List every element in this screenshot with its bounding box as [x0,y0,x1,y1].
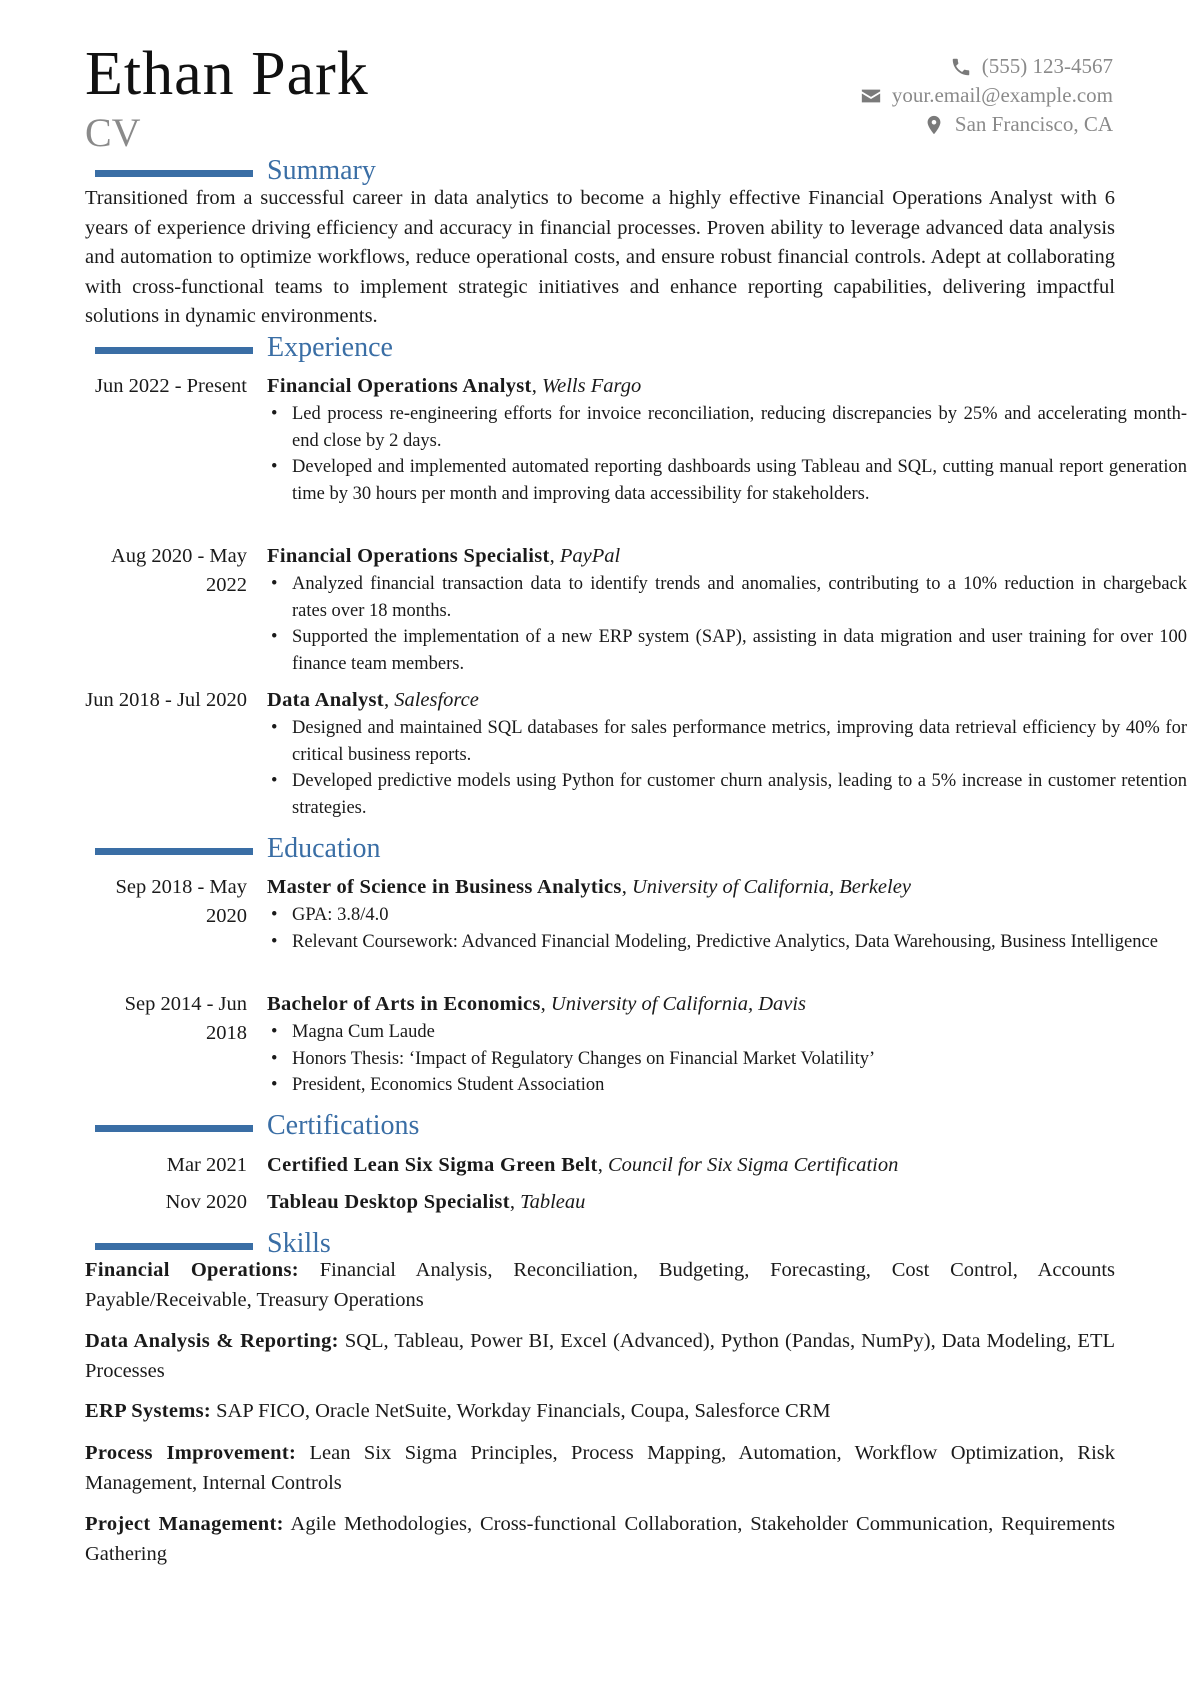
bullet-item: • Designed and maintained SQL databases for sales performance metrics, improving data retrieval efficiency by 40% for critical business reports. [267,715,1187,768]
entry-date: Sep 2014 - Jun 2018 [124,993,247,1044]
contact-phone [860,52,1113,81]
section-title: Summary [267,155,376,186]
entry-org: Tableau [520,1191,586,1213]
candidate-name: Ethan Park [85,40,369,108]
entry-title: Tableau Desktop Specialist [267,1191,510,1213]
bullet-item: • President, Economics Student Association [267,1072,1187,1099]
entry-title: Certified Lean Six Sigma Green Belt [267,1154,598,1176]
skill-value: Financial Analysis, Reconciliation, Budgeting, Forecasting, Cost Control, Accounts Payable/Receivable, Treasury Operations [85,1259,1115,1311]
skill-value: SQL, Tableau, Power BI, Excel (Advanced), Python (Pandas, NumPy), Data Modeling, ETL Processes [85,1330,1115,1382]
bullet-item: • Magna Cum Laude [267,1019,1187,1046]
entry-date: Nov 2020 [165,1191,247,1213]
skill-row [85,1397,1115,1427]
contact-location [860,110,1113,139]
bullet-item: • Analyzed financial transaction data to identify trends and anomalies, contributing to a 10% reduction in chargeback rates over 18 months. [267,571,1187,624]
skill-value: SAP FICO, Oracle NetSuite, Workday Financials, Coupa, Salesforce CRM [216,1400,831,1422]
entry-title: Bachelor of Arts in Economics [267,993,541,1015]
section-title: Experience [267,332,393,363]
bullet-item: • Honors Thesis: ‘Impact of Regulatory Changes on Financial Market Volatility’ [267,1046,1187,1073]
entry-title: Master of Science in Business Analytics [267,876,622,898]
entry-date: Mar 2021 [166,1154,247,1176]
bullet-item: • Supported the implementation of a new ERP system (SAP), assisting in data migration and user training for over 100 finance team members. [267,624,1187,677]
skill-value: Agile Methodologies, Cross-functional Collaboration, Stakeholder Communication, Requirements Gathering [85,1513,1115,1565]
section-title: Certifications [267,1110,420,1141]
document-subtitle: CV [85,110,141,155]
skill-label: Data Analysis & Reporting: [85,1330,339,1352]
section-title: Skills [267,1228,331,1259]
entry-org: Salesforce [394,689,479,711]
skill-row [85,1439,1115,1498]
skill-row [85,1256,1115,1315]
entry-org: Council for Six Sigma Certification [607,1154,899,1176]
entry-title: Data Analyst [267,689,384,711]
bullet-item: • GPA: 3.8/4.0 [267,902,1187,929]
bullet-list [267,902,1187,955]
section-rule [95,1243,253,1250]
bullet-list [267,715,1187,821]
skill-label: Project Management: [85,1513,284,1535]
entry-org: PayPal [559,545,621,567]
bullet-list [267,401,1187,507]
bullet-item: • Led process re-engineering efforts for invoice reconciliation, reducing discrepancies by 25% and accelerating month-end close by 2 days. [267,401,1187,454]
summary-text: Transitioned from a successful career in data analytics to become a highly effective Financial Operations Analyst with 6 years of experience driving efficiency and accuracy in financial processes. Proven ability to leverage advanced data analysis and automation to optimize workflows, reduce operational costs, and ensure robust financial controls. Adept at collaborating with cross-functional teams to implement strategic initiatives and enhance reporting capabilities, delivering impactful solutions in dynamic environments. [85,187,1115,327]
entry-org: University of California, Davis [550,993,807,1015]
bullet-list [267,1019,1187,1099]
entry-date: Jun 2018 - Jul 2020 [85,689,247,711]
entry-date: Jun 2022 - Present [94,375,247,397]
location-text: San Francisco, CA [954,112,1113,136]
skill-label: ERP Systems: [85,1400,212,1422]
section-rule [95,347,253,354]
section-title: Education [267,833,381,864]
entry-date: Sep 2018 - May 2020 [115,876,247,927]
skill-row [85,1510,1115,1569]
section-rule [95,848,253,855]
entry-title: Financial Operations Analyst [267,375,532,397]
skill-value: Lean Six Sigma Principles, Process Mapping, Automation, Workflow Optimization, Risk Management, Internal Controls [85,1442,1116,1494]
section-rule [95,170,253,177]
bullet-item: • Developed and implemented automated reporting dashboards using Tableau and SQL, cutting manual report generation time by 30 hours per month and improving data accessibility for stakeholders. [267,454,1187,507]
map-marker-icon [923,114,945,136]
phone-text: (555) 123-4567 [981,54,1113,78]
skill-label: Financial Operations: [85,1259,299,1281]
bullet-item: • Developed predictive models using Python for customer churn analysis, leading to a 5% increase in customer retention strategies. [267,768,1187,821]
cv-page: Ethan Park CV (555) 123-4567 your.email@example.com San Francisco, CA Summary Transitioned from a successful career in data analytics to become a highly effective Financial Operations Analyst with 6 years of experience driving efficiency and accuracy in financial processes. Proven ability to leverage advanced data analysis and automation to optimize workflows, reduce operational costs, and ensure robust financial controls. Adept at collaborating with cross-functional teams to implement strategic initiatives and enhance reporting capabilities, delivering impactful solutions in dynamic environments. Experience Jun 2022 - Present Financial Operations Analyst, Wells Fargo • Led process re-engineering efforts for invoice reconciliation, reducing discrepancies by 25% and accelerating month-end close by 2 days. • Developed and implemented automated reporting dashboards using Tableau and SQL, cutting manual report generation time by 30 hours per month and improving data accessibility for stakeholders. Aug 2020 - May 2022 Financial Operations Specialist, PayPal • Analyzed financial transaction data to identify trends and anomalies, contributing to a 10% reduction in chargeback rates over 18 months. • Supported the implementation of a new ERP system (SAP), assisting in data migration and user training for over 100 finance team members. Jun 2018 - Jul 2020 Data Analyst, Salesforce • Designed and maintained SQL databases for sales performance metrics, improving data retrieval efficiency by 40% for critical business reports. • Developed predictive models using Python for customer churn analysis, leading to a 5% increase in customer retention strategies. Education Sep 2018 - May 2020 Master of Science in Business Analytics, University of California, Berkeley • GPA: 3.8/4.0 • Relevant Coursework: Advanced Financial Modeling, Predictive Analytics, Data Warehousing, Business Intelligence Sep 2014 - Jun 2018 Bachelor of Arts in Economics, University of California, Davis • Magna Cum Laude • Honors Thesis: ‘Impact of Regulatory Changes on Financial Market Volatility’ • President, Economics Student Association Certifications Mar 2021 Certified Lean Six Sigma Green Belt, Council for Six Sigma Certification Nov 2020 Tableau Desktop Specialist, Tableau Skills Financial Operations: Financial Analysis, Reconciliation, Budgeting, Forecasting, Cost Control, Accounts Payable/Receivable, Treasury Operations Data Analysis & Reporting: SQL, Tableau, Power BI, Excel (Advanced), Python (Pandas, NumPy), Data Modeling, ETL Processes ERP Systems: SAP FICO, Oracle NetSuite, Workday Financials, Coupa, Salesforce CRM Process Improvement: Lean Six Sigma Principles, Process Mapping, Automation, Workflow Optimization, Risk Management, Internal Controls Project Management: Agile Methodologies, Cross-functional Collaboration, Stakeholder Communication, Requirements Gathering [0,0,1190,1683]
contact-block [860,52,1113,139]
bullet-item: • Relevant Coursework: Advanced Financial Modeling, Predictive Analytics, Data Warehousing, Business Intelligence [267,929,1187,956]
skill-label: Process Improvement: [85,1442,297,1464]
entry-date: Aug 2020 - May 2022 [110,545,247,596]
entry-org: Wells Fargo [541,375,642,397]
bullet-list [267,571,1187,677]
contact-email [860,81,1113,110]
skill-row [85,1327,1115,1386]
section-rule [95,1125,253,1132]
envelope-icon [860,85,882,107]
phone-icon [950,56,972,78]
entry-title: Financial Operations Specialist [267,545,550,567]
entry-org: University of California, Berkeley [631,876,911,898]
email-text[interactable]: your.email@example.com [891,83,1113,107]
